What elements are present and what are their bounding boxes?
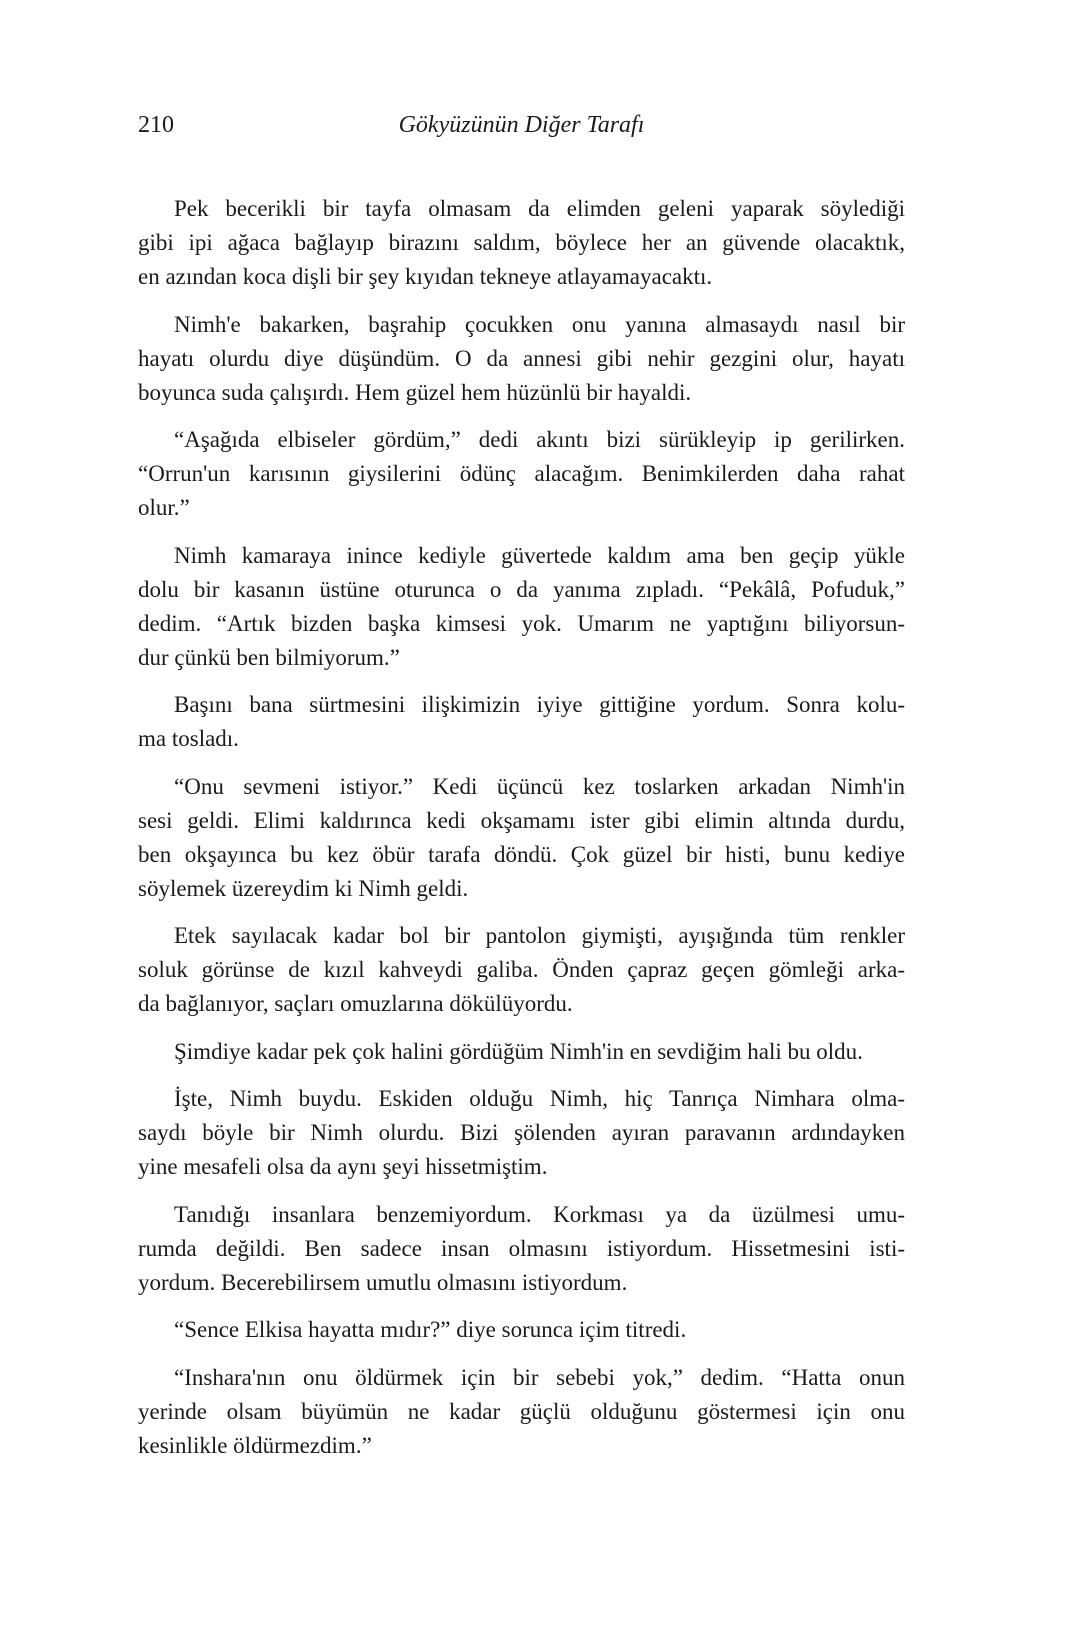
paragraph [138, 192, 905, 294]
text-line: sesi geldi. Elimi kaldırınca kedi okşamamı ister gibi elimin altında durdu, [138, 807, 905, 833]
text-line: yerinde olsam büyümün ne kadar güçlü olduğunu göstermesi için onu [138, 1398, 905, 1424]
text-line: en azından koca dişli bir şey kıyıdan tekneye atlayamayacaktı. [138, 264, 713, 289]
paragraph [138, 423, 905, 525]
text-line: ben okşayınca bu kez öbür tarafa döndü. Çok güzel bir histi, bunu kediye [138, 841, 905, 867]
paragraph [138, 308, 905, 410]
text-line: dolu bir kasanın üstüne oturunca o da yanıma zıpladı. “Pekâlâ, Pofuduk,” [138, 576, 905, 602]
text-line: “Orrun'un karısının giysilerini ödünç alacağım. Benimkilerden daha rahat [138, 461, 905, 486]
text-line: soluk görünse de kızıl kahveydi galiba. Önden çapraz geçen gömleği arka- [138, 957, 905, 982]
text-line: söylemek üzereydim ki Nimh geldi. [138, 875, 469, 901]
paragraph [138, 688, 905, 756]
text-line: Nimh kamaraya inince kediyle güvertede kaldım ama ben geçip yükle [174, 542, 905, 568]
text-line: “Inshara'nın onu öldürmek için bir sebebi yok,” dedim. “Hatta onun [174, 1364, 905, 1390]
paragraph [138, 1082, 905, 1184]
page-body [138, 192, 905, 1476]
text-line: “Sence Elkisa hayatta mıdır?” diye sorunca içim titredi. [174, 1317, 687, 1342]
text-line: Nimh'e bakarken, başrahip çocukken onu yanına almasaydı nasıl bir [174, 311, 905, 337]
running-title: Gökyüzünün Diğer Tarafı [398, 112, 645, 138]
text-line: Pek becerikli bir tayfa olmasam da elimden geleni yaparak söylediği [174, 196, 905, 221]
text-line: “Onu sevmeni istiyor.” Kedi üçüncü kez toslarken arkadan Nimh'in [174, 773, 905, 799]
paragraph [138, 770, 905, 906]
text-line: da bağlanıyor, saçları omuzlarına dökülüyordu. [138, 991, 573, 1016]
text-line: kesinlikle öldürmezdim.” [138, 1432, 372, 1458]
text-line: yine mesafeli olsa da aynı şeyi hissetmiştim. [138, 1154, 548, 1179]
text-line: İşte, Nimh buydu. Eskiden olduğu Nimh, hiç Tanrıça Nimhara olma- [174, 1086, 905, 1111]
text-line: boyunca suda çalışırdı. Hem güzel hem hüzünlü bir hayaldi. [138, 379, 692, 405]
text-line: olur.” [138, 495, 190, 520]
text-line: Etek sayılacak kadar bol bir pantolon giymişti, ayışığında tüm renkler [174, 923, 905, 948]
text-line: ma tosladı. [138, 726, 239, 751]
paragraph [138, 1035, 905, 1069]
text-line: “Aşağıda elbiseler gördüm,” dedi akıntı bizi sürükleyip ip gerilirken. [174, 427, 905, 452]
text-line: Başını bana sürtmesini ilişkimizin iyiye gittiğine yordum. Sonra kolu- [174, 692, 905, 717]
paragraph [138, 1313, 905, 1347]
text-line: gibi ipi ağaca bağlayıp birazını saldım, böylece her an güvende olacaktık, [138, 230, 905, 255]
text-line: Tanıdığı insanlara benzemiyordum. Korkması ya da üzülmesi umu- [174, 1201, 905, 1227]
paragraph [138, 1361, 905, 1463]
text-line: yordum. Becerebilirsem umutlu olmasını istiyordum. [138, 1269, 628, 1295]
text-line: dedim. “Artık bizden başka kimsesi yok. Umarım ne yaptığını biliyorsun- [138, 610, 905, 636]
paragraph [138, 539, 905, 675]
text-line: saydı böyle bir Nimh olurdu. Bizi şölenden ayıran paravanın ardındayken [138, 1120, 905, 1145]
text-line: dur çünkü ben bilmiyorum.” [138, 644, 400, 670]
paragraph [138, 1198, 905, 1300]
text-line: Şimdiye kadar pek çok halini gördüğüm Nimh'in en sevdiğim hali bu oldu. [174, 1038, 863, 1064]
page-header [138, 112, 905, 148]
text-line: rumda değildi. Ben sadece insan olmasını istiyordum. Hissetmesini isti- [138, 1235, 905, 1261]
page-number: 210 [138, 112, 174, 138]
paragraph [138, 919, 905, 1021]
text-line: hayatı olurdu diye düşündüm. O da annesi gibi nehir gezgini olur, hayatı [138, 345, 905, 371]
